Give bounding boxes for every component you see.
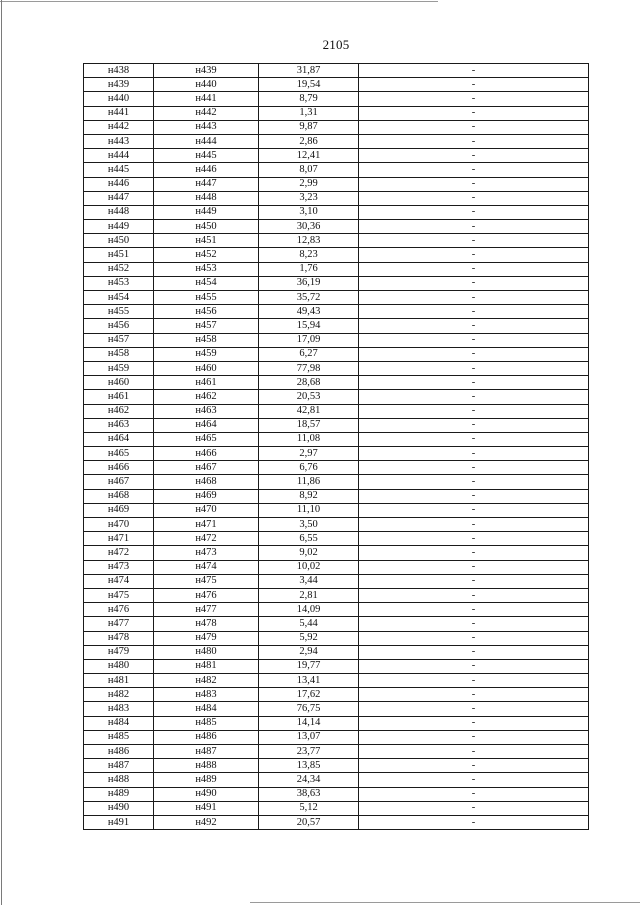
to-point-cell: н486 [154,730,259,744]
to-point-cell: н475 [154,574,259,588]
length-cell: 13,41 [259,674,359,688]
note-cell: - [359,418,589,432]
note-cell: - [359,815,589,829]
to-point-cell: н460 [154,361,259,375]
length-cell: 8,07 [259,163,359,177]
note-cell: - [359,503,589,517]
from-point-cell: н449 [84,220,154,234]
left-edge-line [1,0,2,905]
table-row [84,730,589,744]
length-cell: 3,10 [259,205,359,219]
to-point-cell: н448 [154,191,259,205]
from-point-cell: н471 [84,532,154,546]
note-cell: - [359,149,589,163]
note-cell: - [359,404,589,418]
from-point-cell: н461 [84,390,154,404]
table-row [84,305,589,319]
from-point-cell: н472 [84,546,154,560]
to-point-cell: н479 [154,631,259,645]
length-cell: 49,43 [259,305,359,319]
from-point-cell: н456 [84,319,154,333]
table-row [84,376,589,390]
table-row [84,390,589,404]
table-row [84,659,589,673]
table-row [84,418,589,432]
note-cell: - [359,291,589,305]
length-cell: 11,10 [259,503,359,517]
length-cell: 2,81 [259,588,359,602]
from-point-cell: н443 [84,134,154,148]
from-point-cell: н445 [84,163,154,177]
to-point-cell: н487 [154,745,259,759]
note-cell: - [359,759,589,773]
table-row [84,92,589,106]
note-cell: - [359,787,589,801]
to-point-cell: н444 [154,134,259,148]
from-point-cell: н473 [84,560,154,574]
length-cell: 6,27 [259,347,359,361]
table-row [84,276,589,290]
to-point-cell: н463 [154,404,259,418]
table-row [84,631,589,645]
note-cell: - [359,376,589,390]
table-row [84,773,589,787]
table-row [84,205,589,219]
from-point-cell: н487 [84,759,154,773]
to-point-cell: н466 [154,447,259,461]
to-point-cell: н449 [154,205,259,219]
length-cell: 30,36 [259,220,359,234]
to-point-cell: н439 [154,64,259,78]
from-point-cell: н447 [84,191,154,205]
note-cell: - [359,333,589,347]
length-cell: 12,41 [259,149,359,163]
note-cell: - [359,319,589,333]
from-point-cell: н457 [84,333,154,347]
note-cell: - [359,631,589,645]
from-point-cell: н451 [84,248,154,262]
to-point-cell: н472 [154,532,259,546]
to-point-cell: н478 [154,617,259,631]
table-row [84,815,589,829]
from-point-cell: н485 [84,730,154,744]
length-cell: 1,76 [259,262,359,276]
table-row [84,546,589,560]
from-point-cell: н444 [84,149,154,163]
to-point-cell: н489 [154,773,259,787]
from-point-cell: н455 [84,305,154,319]
table-row [84,432,589,446]
from-point-cell: н441 [84,106,154,120]
to-point-cell: н474 [154,560,259,574]
table-row [84,688,589,702]
length-cell: 13,07 [259,730,359,744]
length-cell: 2,94 [259,645,359,659]
from-point-cell: н478 [84,631,154,645]
note-cell: - [359,134,589,148]
from-point-cell: н439 [84,78,154,92]
from-point-cell: н491 [84,815,154,829]
note-cell: - [359,248,589,262]
length-cell: 1,31 [259,106,359,120]
from-point-cell: н484 [84,716,154,730]
table-row [84,801,589,815]
table-row [84,361,589,375]
note-cell: - [359,645,589,659]
top-edge-line [0,1,438,2]
table-row [84,177,589,191]
note-cell: - [359,276,589,290]
from-point-cell: н480 [84,659,154,673]
from-point-cell: н462 [84,404,154,418]
note-cell: - [359,532,589,546]
from-point-cell: н446 [84,177,154,191]
length-cell: 17,62 [259,688,359,702]
boundary-segments-table [83,63,589,830]
table-row [84,64,589,78]
note-cell: - [359,773,589,787]
to-point-cell: н461 [154,376,259,390]
to-point-cell: н465 [154,432,259,446]
to-point-cell: н488 [154,759,259,773]
table-row [84,447,589,461]
table-row [84,134,589,148]
table-row [84,163,589,177]
from-point-cell: н490 [84,801,154,815]
to-point-cell: н485 [154,716,259,730]
bottom-edge-line [250,902,640,903]
to-point-cell: н442 [154,106,259,120]
length-cell: 11,08 [259,432,359,446]
from-point-cell: н479 [84,645,154,659]
note-cell: - [359,432,589,446]
table-row [84,234,589,248]
to-point-cell: н467 [154,461,259,475]
note-cell: - [359,191,589,205]
length-cell: 3,50 [259,518,359,532]
from-point-cell: н453 [84,276,154,290]
from-point-cell: н476 [84,603,154,617]
note-cell: - [359,234,589,248]
from-point-cell: н464 [84,432,154,446]
length-cell: 20,53 [259,390,359,404]
note-cell: - [359,220,589,234]
to-point-cell: н484 [154,702,259,716]
to-point-cell: н464 [154,418,259,432]
to-point-cell: н453 [154,262,259,276]
from-point-cell: н452 [84,262,154,276]
table-row [84,78,589,92]
length-cell: 5,92 [259,631,359,645]
length-cell: 2,99 [259,177,359,191]
from-point-cell: н458 [84,347,154,361]
table-row [84,475,589,489]
table-row [84,588,589,602]
table-row [84,404,589,418]
table-row [84,291,589,305]
from-point-cell: н438 [84,64,154,78]
note-cell: - [359,92,589,106]
table-row [84,489,589,503]
table-row [84,787,589,801]
to-point-cell: н451 [154,234,259,248]
to-point-cell: н480 [154,645,259,659]
to-point-cell: н440 [154,78,259,92]
table-row [84,518,589,532]
table-row [84,262,589,276]
table-row [84,645,589,659]
table-body [84,64,589,830]
length-cell: 14,14 [259,716,359,730]
length-cell: 14,09 [259,603,359,617]
length-cell: 13,85 [259,759,359,773]
from-point-cell: н470 [84,518,154,532]
note-cell: - [359,106,589,120]
length-cell: 3,23 [259,191,359,205]
length-cell: 28,68 [259,376,359,390]
to-point-cell: н462 [154,390,259,404]
note-cell: - [359,716,589,730]
length-cell: 18,57 [259,418,359,432]
to-point-cell: н482 [154,674,259,688]
table-row [84,702,589,716]
from-point-cell: н459 [84,361,154,375]
length-cell: 36,19 [259,276,359,290]
from-point-cell: н454 [84,291,154,305]
from-point-cell: н486 [84,745,154,759]
length-cell: 19,54 [259,78,359,92]
table-row [84,347,589,361]
table-row [84,503,589,517]
from-point-cell: н489 [84,787,154,801]
from-point-cell: н482 [84,688,154,702]
note-cell: - [359,546,589,560]
note-cell: - [359,163,589,177]
length-cell: 6,76 [259,461,359,475]
note-cell: - [359,120,589,134]
to-point-cell: н452 [154,248,259,262]
length-cell: 17,09 [259,333,359,347]
note-cell: - [359,447,589,461]
from-point-cell: н488 [84,773,154,787]
length-cell: 9,87 [259,120,359,134]
note-cell: - [359,475,589,489]
table-row [84,191,589,205]
table-row [84,461,589,475]
length-cell: 19,77 [259,659,359,673]
note-cell: - [359,574,589,588]
table-row [84,560,589,574]
from-point-cell: н465 [84,447,154,461]
length-cell: 23,77 [259,745,359,759]
from-point-cell: н469 [84,503,154,517]
note-cell: - [359,801,589,815]
note-cell: - [359,78,589,92]
length-cell: 5,12 [259,801,359,815]
from-point-cell: н448 [84,205,154,219]
from-point-cell: н463 [84,418,154,432]
note-cell: - [359,588,589,602]
from-point-cell: н474 [84,574,154,588]
length-cell: 2,86 [259,134,359,148]
length-cell: 3,44 [259,574,359,588]
note-cell: - [359,489,589,503]
table-row [84,149,589,163]
length-cell: 2,97 [259,447,359,461]
to-point-cell: н481 [154,659,259,673]
to-point-cell: н457 [154,319,259,333]
length-cell: 8,23 [259,248,359,262]
to-point-cell: н469 [154,489,259,503]
length-cell: 6,55 [259,532,359,546]
table-row [84,617,589,631]
note-cell: - [359,461,589,475]
length-cell: 42,81 [259,404,359,418]
from-point-cell: н466 [84,461,154,475]
to-point-cell: н441 [154,92,259,106]
note-cell: - [359,688,589,702]
note-cell: - [359,518,589,532]
from-point-cell: н460 [84,376,154,390]
length-cell: 8,92 [259,489,359,503]
to-point-cell: н456 [154,305,259,319]
length-cell: 77,98 [259,361,359,375]
to-point-cell: н490 [154,787,259,801]
from-point-cell: н481 [84,674,154,688]
page-number: 2105 [322,37,350,52]
from-point-cell: н483 [84,702,154,716]
note-cell: - [359,560,589,574]
to-point-cell: н458 [154,333,259,347]
to-point-cell: н450 [154,220,259,234]
note-cell: - [359,305,589,319]
note-cell: - [359,659,589,673]
table-row [84,106,589,120]
to-point-cell: н445 [154,149,259,163]
table-row [84,319,589,333]
to-point-cell: н476 [154,588,259,602]
table-row [84,333,589,347]
note-cell: - [359,730,589,744]
length-cell: 9,02 [259,546,359,560]
from-point-cell: н450 [84,234,154,248]
length-cell: 76,75 [259,702,359,716]
from-point-cell: н468 [84,489,154,503]
note-cell: - [359,177,589,191]
to-point-cell: н491 [154,801,259,815]
table-row [84,120,589,134]
from-point-cell: н477 [84,617,154,631]
length-cell: 12,83 [259,234,359,248]
length-cell: 11,86 [259,475,359,489]
length-cell: 38,63 [259,787,359,801]
note-cell: - [359,674,589,688]
length-cell: 31,87 [259,64,359,78]
to-point-cell: н471 [154,518,259,532]
to-point-cell: н443 [154,120,259,134]
length-cell: 8,79 [259,92,359,106]
from-point-cell: н440 [84,92,154,106]
from-point-cell: н442 [84,120,154,134]
table-row [84,220,589,234]
to-point-cell: н459 [154,347,259,361]
from-point-cell: н467 [84,475,154,489]
note-cell: - [359,64,589,78]
table-row [84,674,589,688]
to-point-cell: н492 [154,815,259,829]
to-point-cell: н447 [154,177,259,191]
to-point-cell: н483 [154,688,259,702]
to-point-cell: н473 [154,546,259,560]
table-row [84,745,589,759]
length-cell: 15,94 [259,319,359,333]
to-point-cell: н468 [154,475,259,489]
from-point-cell: н475 [84,588,154,602]
table-row [84,716,589,730]
to-point-cell: н446 [154,163,259,177]
note-cell: - [359,262,589,276]
note-cell: - [359,347,589,361]
length-cell: 20,57 [259,815,359,829]
to-point-cell: н470 [154,503,259,517]
note-cell: - [359,617,589,631]
note-cell: - [359,702,589,716]
to-point-cell: н477 [154,603,259,617]
note-cell: - [359,361,589,375]
note-cell: - [359,745,589,759]
note-cell: - [359,205,589,219]
note-cell: - [359,390,589,404]
length-cell: 35,72 [259,291,359,305]
length-cell: 24,34 [259,773,359,787]
note-cell: - [359,603,589,617]
table-row [84,759,589,773]
table-row [84,532,589,546]
table-row [84,574,589,588]
to-point-cell: н455 [154,291,259,305]
table-row [84,603,589,617]
to-point-cell: н454 [154,276,259,290]
length-cell: 10,02 [259,560,359,574]
table-row [84,248,589,262]
length-cell: 5,44 [259,617,359,631]
